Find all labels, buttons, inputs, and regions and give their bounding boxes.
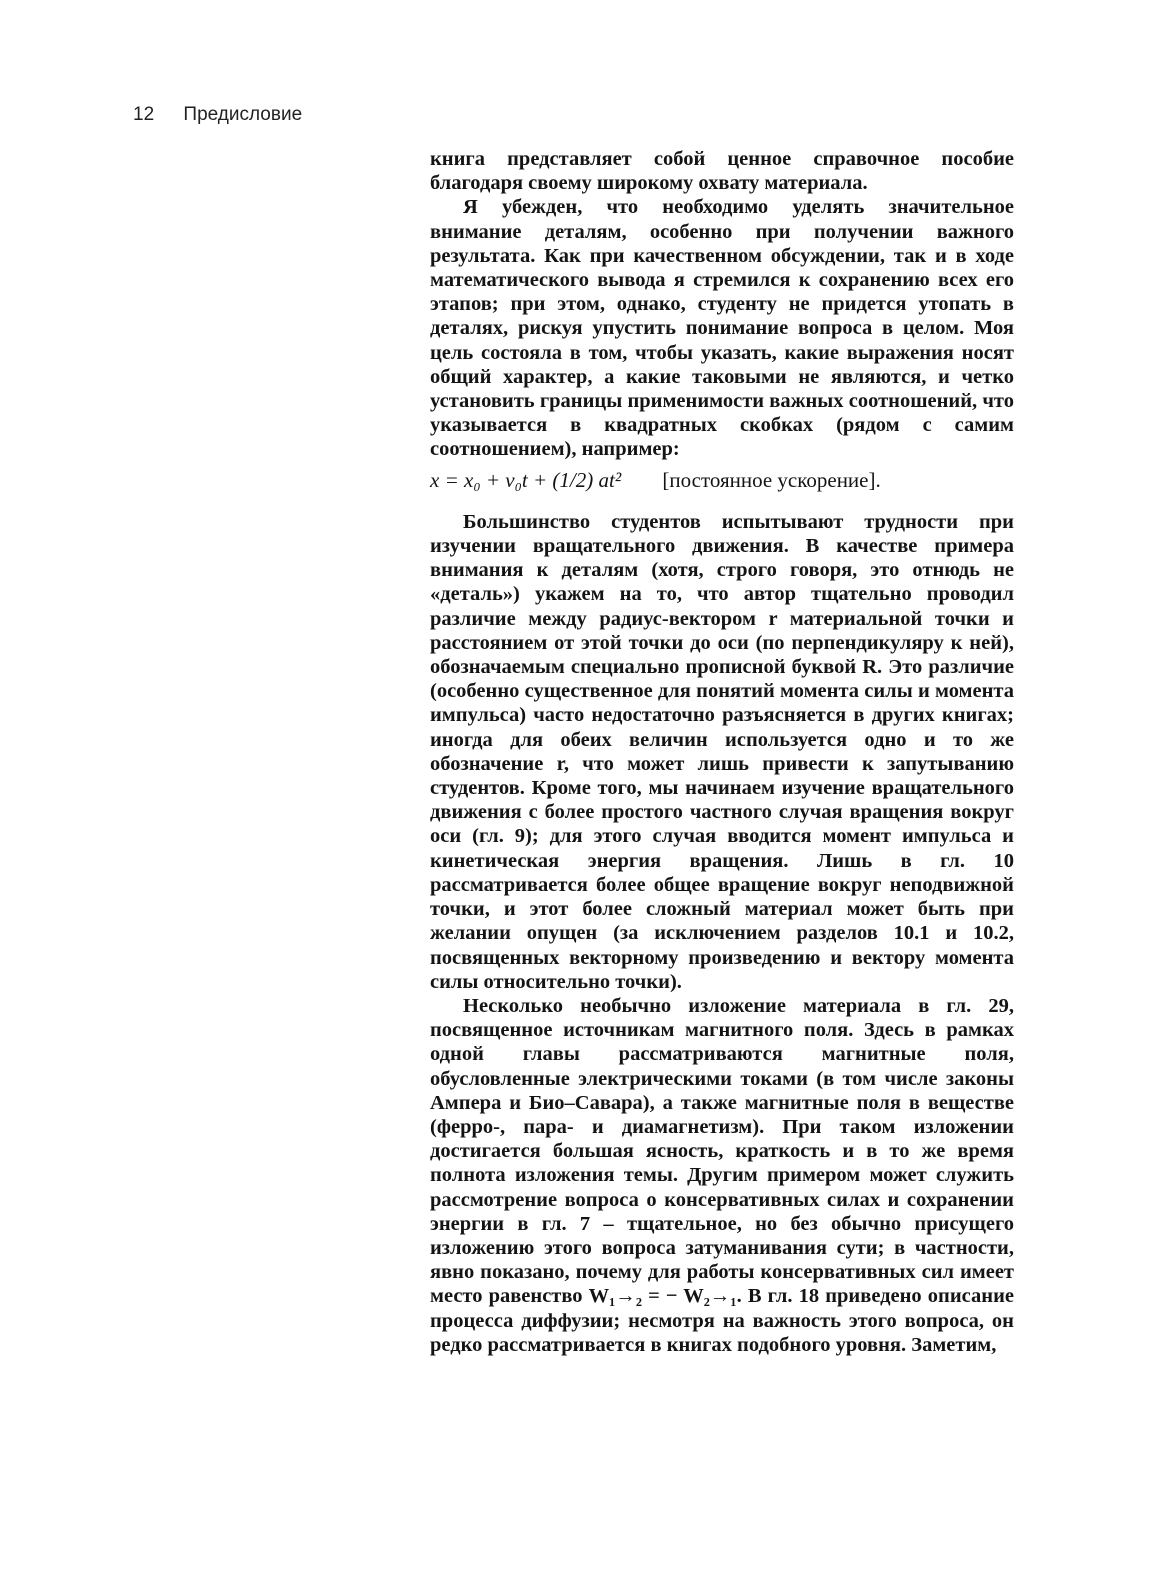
paragraph-details: Я убежден, что необходимо уделять значительное внимание деталям, особенно при получении важного результата. Как при качественном обсуждении, так и в ходе математического вывода я стремился к сохранению всех его этапов; при этом, однако, студенту не придется утопать в деталях, рискуя упустить понимание вопроса в целом. Моя цель состояла в том, чтобы указать, какие выражения носят общий характер, а какие таковыми не являются, и четко установить границы применимости важных соотношений, что указывается в квадратных скобках (рядом с самим соотношением), например: [430, 196, 1014, 461]
running-title: Предисловие [183, 104, 303, 125]
body-text [430, 147, 1014, 1357]
page-header [133, 104, 302, 126]
paragraph-continuation: книга представляет собой ценное справочное пособие благодаря своему широкому охвату материала. [430, 148, 1014, 195]
page-number: 12 [133, 104, 155, 125]
formula [430, 468, 1014, 492]
formula-expression: x = x₀ + v₀t + (1/2) at² [430, 467, 622, 492]
formula-condition: [постоянное ускорение]. [662, 467, 881, 492]
paragraph-magnetism: Несколько необычно изложение материала в гл. 29, посвященное источникам магнитного поля. Здесь в рамках одной главы рассматриваются магнитные поля, обусловленные электрическими токами (в том числе законы Ампера и Био–Савара), а также магнитные поля в веществе (ферро-, пара- и диамагнетизм). При таком изложении достигается большая ясность, краткость и в то же время полнота изложения темы. Другим примером может служить рассмотрение вопроса о консервативных силах и сохранении энергии в гл. 7 – тщательное, но без обычно присущего изложению этого вопроса затуманивания сути; в частности, явно показано, почему для работы консервативных сил имеет место равенство W₁→₂ = − W₂→₁. В гл. 18 приведено описание процесса диффузии; несмотря на важность этого вопроса, он редко рассматривается в книгах подобного уровня. Заметим, [430, 994, 1014, 1356]
paragraph-rotation: Большинство студентов испытывают трудности при изучении вращательного движения. В качестве примера внимания к деталям (хотя, строго говоря, это отнюдь не «деталь») укажем на то, что автор тщательно проводил различие между радиус-вектором r материальной точки и расстоянием от этой точки до оси (по перпендикуляру к ней), обозначаемым специально прописной буквой R. Это различие (особенно существенное для понятий момента силы и момента импульса) часто недостаточно разъясняется в других книгах; иногда для обеих величин используется одно и то же обозначение r, что может лишь привести к запутыванию студентов. Кроме того, мы начинаем изучение вращательного движения с более простого частного случая вращения вокруг оси (гл. 9); для этого случая вводится момент импульса и кинетическая энергия вращения. Лишь в гл. 10 рассматривается более общее вращение вокруг неподвижной точки, и этот более сложный материал может быть при желании опущен (за исключением разделов 10.1 и 10.2, посвященных векторному произведению и вектору момента силы относительно точки). [430, 510, 1014, 993]
